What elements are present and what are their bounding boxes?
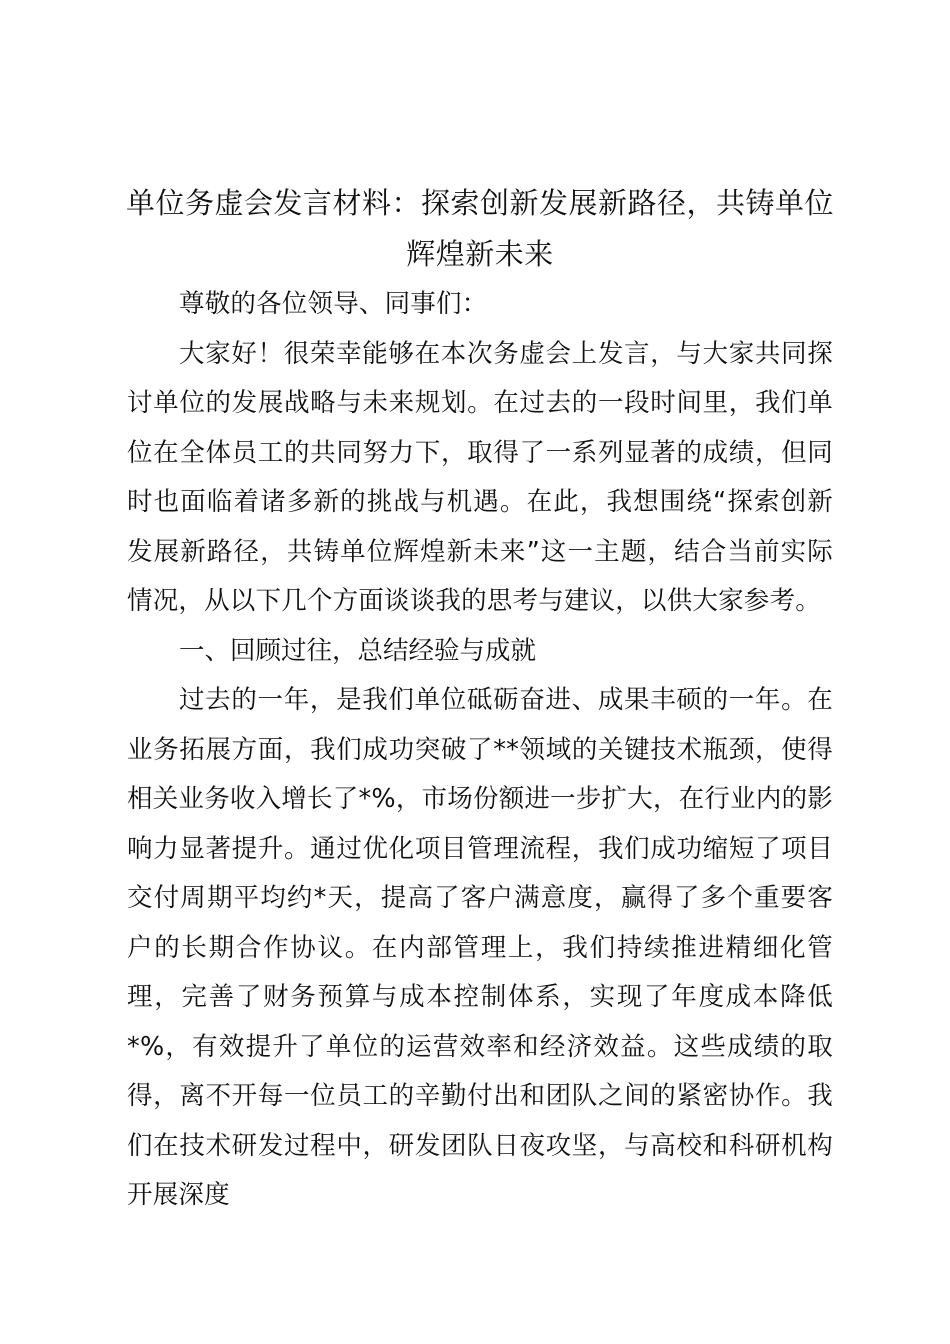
section-heading: 一、回顾过往，总结经验与成就 (179, 635, 537, 666)
intro-paragraph: 大家好！很荣幸能够在本次务虚会上发言，与大家共同探讨单位的发展战略与未来规划。在过去的一段时间里，我们单位在全体员工的共同努力下，取得了一系列显著的成绩，但同时也面临着诸多新的挑战与机遇。在此，我想围绕“探索创新发展新路径，共铸单位辉煌新未来”这一主题，结合当前实际情况，从以下几个方面谈谈我的思考与建议，以供大家参考。 (127, 338, 833, 616)
greeting: 尊敬的各位领导、同事们： (179, 289, 488, 319)
document-title: 单位务虚会发言材料：探索创新发展新路径，共铸单位辉煌新未来 (125, 186, 834, 271)
document-page (127, 178, 833, 1221)
section-paragraph: 过去的一年，是我们单位砥砺奋进、成果丰硕的一年。在业务拓展方面，我们成功突破了**领域的关键技术瓶颈，使得相关业务收入增长了*%，市场份额进一步扩大，在行业内的影响力显著提升。通过优化项目管理流程，我们成功缩短了项目交付周期平均约*天，提高了客户满意度，赢得了多个重要客户的长期合作协议。在内部管理上，我们持续推进精细化管理，完善了财务预算与成本控制体系，实现了年度成本降低*%，有效提升了单位的运营效率和经济效益。这些成绩的取得，离不开每一位员工的辛勤付出和团队之间的紧密协作。我们在技术研发过程中，研发团队日夜攻坚，与高校和科研机构开展深度 (127, 685, 833, 1210)
